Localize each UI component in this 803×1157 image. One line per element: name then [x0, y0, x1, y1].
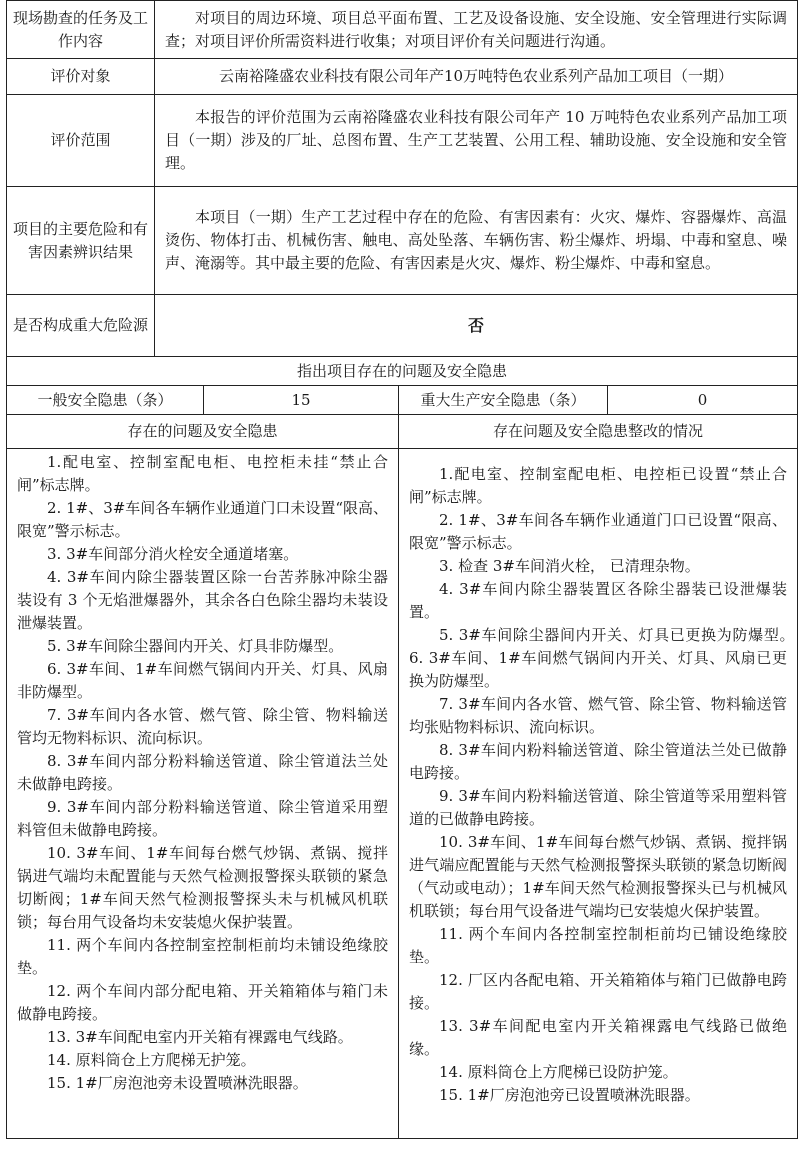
- survey-text: 对项目的周边环境、项目总平面布置、工艺及设备设施、安全设施、安全管理进行实际调查；对项目评价所需资料进行收集；对项目评价有关问题进行沟通。: [155, 1, 798, 59]
- rectifications-list: [399, 449, 803, 1109]
- major-count-value: 0: [608, 386, 798, 415]
- problem-item: 8. 3#车间内部分粉料输送管道、除尘管道法兰处未做静电跨接。: [17, 752, 388, 793]
- rectification-item: 12. 厂区内各配电箱、开关箱箱体与箱门已做静电跨接。: [409, 971, 788, 1012]
- evaluation-table: [6, 0, 803, 1139]
- hazards-label: 项目的主要危险和有害因素辨识结果: [7, 187, 155, 295]
- problem-item: 12. 两个车间内部分配电箱、开关箱箱体与箱门未做静电跨接。: [17, 982, 388, 1023]
- row-counts: [7, 386, 798, 415]
- rectification-item: 8. 3#车间内粉料输送管道、除尘管道法兰处已做静电跨接。: [409, 741, 788, 782]
- problem-item: 4. 3#车间内除尘器装置区除一台苦荞脉冲除尘器装设有 3 个无焰泄爆器外，其余各白色除尘器均未装设泄爆装置。: [17, 568, 388, 632]
- rectification-item: 5. 3#车间除尘器间内开关、灯具已更换为防爆型。 6. 3#车间、1#车间燃气锅间内开关、灯具、风扇已更换为防爆型。: [409, 626, 803, 690]
- row-hazards: [7, 187, 798, 295]
- problem-item: 3. 3#车间部分消火栓安全通道堵塞。: [47, 545, 299, 563]
- problems-column-header: 存在的问题及安全隐患: [7, 415, 399, 449]
- survey-label: 现场勘查的任务及工作内容: [7, 1, 155, 59]
- rectifications-cell: [399, 449, 803, 1139]
- rectification-item: 9. 3#车间内粉料输送管道、除尘管道等采用塑料管道的已做静电跨接。: [409, 787, 788, 828]
- rectification-item: 4. 3#车间内除尘器装置区各除尘器装已设泄爆装置。: [409, 580, 788, 621]
- problem-item: 6. 3#车间、1#车间燃气锅间内开关、灯具、风扇非防爆型。: [17, 660, 388, 701]
- rectification-item: 14. 原料筒仓上方爬梯已设防护笼。: [439, 1063, 678, 1081]
- issues-title: 指出项目存在的问题及安全隐患: [7, 357, 798, 386]
- problem-item: 15. 1#厂房泡池旁未设置喷淋洗眼器。: [47, 1074, 308, 1092]
- rectification-item: 10. 3#车间、1#车间每台燃气炒锅、煮锅、搅拌锅进气端应配置能与天然气检测报警探头联锁的紧急切断阀（气动或电动）；1#车间天然气检测报警探头已与机械风机联锁；每台用气设备进气端均已安装熄火保护装置。: [409, 833, 788, 920]
- row-object: [7, 59, 798, 95]
- row-major-hazard: [7, 295, 798, 357]
- rectification-item: 15. 1#厂房泡池旁已设置喷淋洗眼器。: [439, 1086, 700, 1104]
- row-issues-title: [7, 357, 798, 386]
- hazards-text: 本项目（一期）生产工艺过程中存在的危险、有害因素有：火灾、爆炸、容器爆炸、高温烫伤、物体打击、机械伤害、触电、高处坠落、车辆伤害、粉尘爆炸、坍塌、中毒和窒息、噪声、淹溺等。其中最主要的危险、有害因素是火灾、爆炸、粉尘爆炸、中毒和窒息。: [155, 187, 798, 295]
- problem-item: 2. 1#、3#车间各车辆作业通道门口未设置“限高、限宽”警示标志。: [17, 499, 388, 540]
- scope-label: 评价范围: [7, 95, 155, 187]
- general-count-label: 一般安全隐患（条）: [7, 386, 204, 415]
- rectification-column-header: 存在问题及安全隐患整改的情况: [399, 415, 798, 449]
- major-label: 是否构成重大危险源: [7, 295, 155, 357]
- row-lists: [7, 449, 798, 1139]
- rectification-item: 1.配电室、控制室配电柜、电控柜已设置“禁止合闸”标志牌。: [409, 465, 788, 506]
- row-scope: [7, 95, 798, 187]
- rectification-item: 13. 3#车间配电室内开关箱裸露电气线路已做绝缘。: [409, 1017, 788, 1058]
- problem-item: 5. 3#车间除尘器间内开关、灯具非防爆型。: [47, 637, 344, 655]
- problems-list: [7, 449, 398, 1097]
- major-value: 否: [155, 295, 798, 357]
- problems-cell: [7, 449, 399, 1139]
- object-text: 云南裕隆盛农业科技有限公司年产10万吨特色农业系列产品加工项目（一期）: [155, 59, 798, 95]
- object-label: 评价对象: [7, 59, 155, 95]
- major-count-label: 重大生产安全隐患（条）: [399, 386, 608, 415]
- problem-item: 11. 两个车间内各控制室控制柜前均未铺设绝缘胶垫。: [17, 936, 388, 977]
- problem-item: 14. 原料筒仓上方爬梯无护笼。: [47, 1051, 256, 1069]
- problem-item: 1.配电室、控制室配电柜、电控柜未挂“禁止合闸”标志牌。: [17, 453, 388, 494]
- scope-text: 本报告的评价范围为云南裕隆盛农业科技有限公司年产 10 万吨特色农业系列产品加工项目（一期）涉及的厂址、总图布置、生产工艺装置、公用工程、辅助设施、安全设施和安全管理。: [155, 95, 798, 187]
- row-column-headers: [7, 415, 798, 449]
- rectification-item: 3. 检查 3#车间消火栓， 已清理杂物。: [439, 557, 700, 575]
- problem-item: 13. 3#车间配电室内开关箱有裸露电气线路。: [47, 1028, 353, 1046]
- rectification-item: 11. 两个车间内各控制室控制柜前均已铺设绝缘胶垫。: [409, 925, 788, 966]
- rectification-item: 7. 3#车间内各水管、燃气管、除尘管、物料输送管均张贴物料标识、流向标识。: [409, 695, 788, 736]
- general-count-value: 15: [204, 386, 399, 415]
- rectification-item: 2. 1#、3#车间各车辆作业通道门口已设置“限高、限宽”警示标志。: [409, 511, 788, 552]
- problem-item: 9. 3#车间内部分粉料输送管道、除尘管道采用塑料管但未做静电跨接。: [17, 798, 388, 839]
- row-survey: [7, 1, 798, 59]
- problem-item: 7. 3#车间内各水管、燃气管、除尘管、物料输送管均无物料标识、流向标识。: [17, 706, 388, 747]
- problem-item: 10. 3#车间、1#车间每台燃气炒锅、煮锅、搅拌锅进气端均未配置能与天然气检测报警探头联锁的紧急切断阀；1#车间天然气检测报警探头未与机械风机联锁；每台用气设备均未安装熄火保护装置。: [17, 844, 388, 931]
